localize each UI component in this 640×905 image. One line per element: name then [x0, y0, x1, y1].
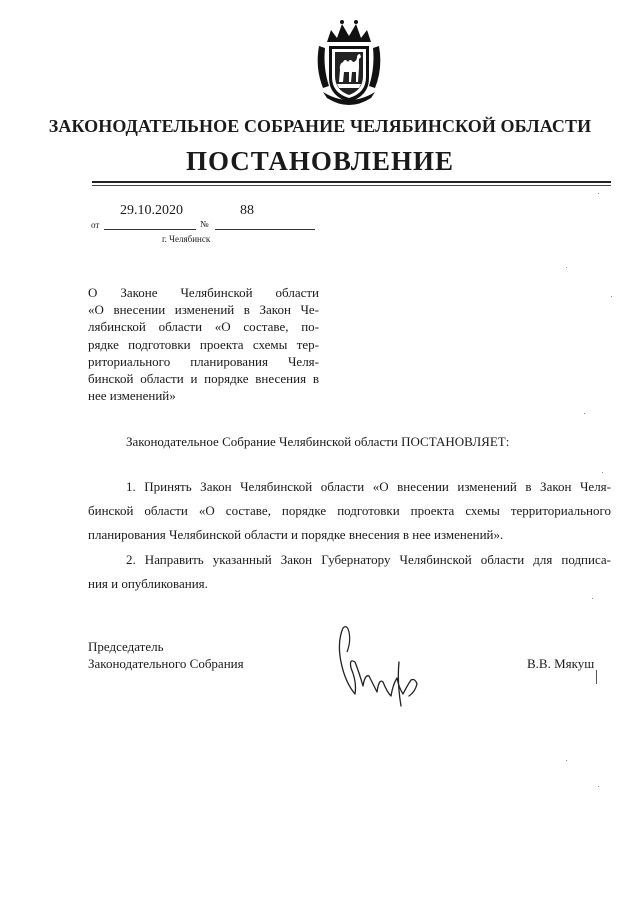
item1-line: планирования Челябинской области и порядке внесения в нее изменений».	[88, 527, 504, 542]
item1-line: бинской области «О составе, порядке подготовки проекта схемы территориального	[88, 503, 611, 518]
document-number: 88	[240, 203, 254, 218]
item1-line: 1. Принять Закон Челябинской области «О внесении изменений в Закон Челя-	[126, 479, 611, 494]
subject-line: О Законе Челябинской области	[88, 285, 319, 300]
subject-line: нее изменений»	[88, 388, 176, 404]
subject-line: лябинской области «О составе, по-	[88, 319, 319, 335]
signatory-position-line1: Председатель	[88, 639, 164, 654]
handwritten-signature	[333, 622, 429, 712]
coat-of-arms-emblem	[313, 12, 385, 112]
preamble: Законодательное Собрание Челябинской области ПОСТАНОВЛЯЕТ:	[126, 434, 510, 449]
signatory-position-line2: Законодательного Собрания	[88, 656, 244, 671]
city-label: г. Челябинск	[162, 234, 211, 244]
document-type-heading: ПОСТАНОВЛЕНИЕ	[185, 146, 455, 176]
document-date: 29.10.2020	[120, 203, 183, 218]
item2-line: ния и опубликования.	[88, 576, 208, 591]
item2-line: 2. Направить указанный Закон Губернатору Челябинской области для подписа-	[126, 552, 611, 567]
number-label: №	[200, 219, 209, 229]
date-underline	[104, 229, 196, 230]
document-subject	[88, 284, 319, 404]
organization-title: ЗАКОНОДАТЕЛЬНОЕ СОБРАНИЕ ЧЕЛЯБИНСКОЙ ОБЛАСТИ	[48, 116, 592, 136]
header-rule-thin	[92, 185, 611, 186]
date-from-label: от	[91, 220, 100, 230]
header-rule-thick	[92, 181, 611, 183]
subject-line: «О внесении изменений в Закон Че-	[88, 302, 319, 318]
number-underline	[215, 229, 315, 230]
subject-line: рядке подготовки проекта схемы тер-	[88, 336, 319, 352]
signatory-name: В.В. Мякуш	[527, 656, 595, 671]
subject-line: риториального планирования Челя-	[88, 353, 319, 369]
subject-line: бинской области и порядке внесения в	[88, 371, 319, 387]
